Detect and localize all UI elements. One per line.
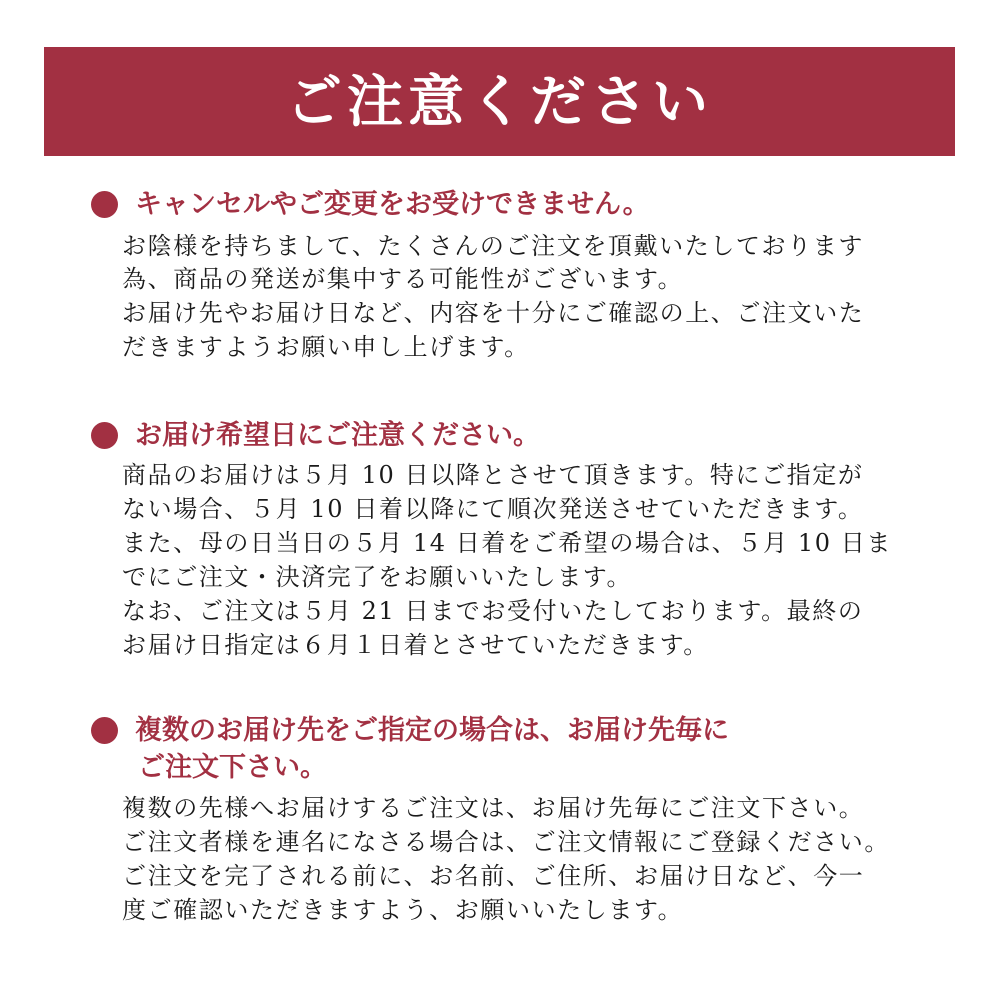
- section-body-line: お届け日指定は６月１日着とさせていただきます。: [122, 631, 709, 659]
- section-body-line: 商品のお届けは５月 10 日以降とさせて頂きます。特にご指定が: [122, 461, 864, 489]
- section-body-line: でにご注文・決済完了をお願いいたします。: [122, 563, 633, 591]
- section-body-line: だきますようお願い申し上げます。: [122, 333, 530, 361]
- section-heading: 複数のお届け先をご指定の場合は、お届け先毎に: [135, 715, 729, 746]
- section-heading: お届け希望日にご注意ください。: [135, 420, 540, 451]
- bullet-icon: [91, 422, 118, 449]
- banner-title: ご注意ください: [286, 68, 713, 135]
- section-body-line: ご注文者様を連名になさる場合は、ご注文情報にご登録ください。: [122, 828, 890, 856]
- section-body-line: ご注文を完了される前に、お名前、ご住所、お届け日など、今一: [122, 862, 865, 890]
- section-body-line: お届け先やお届け日など、内容を十分にご確認の上、ご注文いた: [122, 299, 865, 327]
- section-heading: キャンセルやご変更をお受けできません。: [135, 189, 650, 220]
- section-heading-continued: ご注文下さい。: [138, 752, 327, 783]
- section-body-line: また、母の日当日の５月 14 日着をご希望の場合は、５月 10 日ま: [122, 529, 892, 557]
- bullet-icon: [91, 717, 118, 744]
- notice-banner: [44, 47, 955, 156]
- section-body-line: ない場合、５月 10 日着以降にて順次発送させていただきます。: [122, 495, 864, 523]
- section-body-line: お陰様を持ちまして、たくさんのご注文を頂戴いたしております: [122, 232, 864, 260]
- section-body-line: 複数の先様へお届けするご注文は、お届け先毎にご注文下さい。: [122, 794, 865, 822]
- section-body-line: 為、商品の発送が集中する可能性がございます。: [122, 265, 684, 293]
- bullet-icon: [91, 191, 118, 218]
- section-body-line: 度ご確認いただきますよう、お願いいたします。: [122, 896, 684, 924]
- section-body-line: なお、ご注文は５月 21 日までお受付いたしております。最終の: [122, 597, 864, 625]
